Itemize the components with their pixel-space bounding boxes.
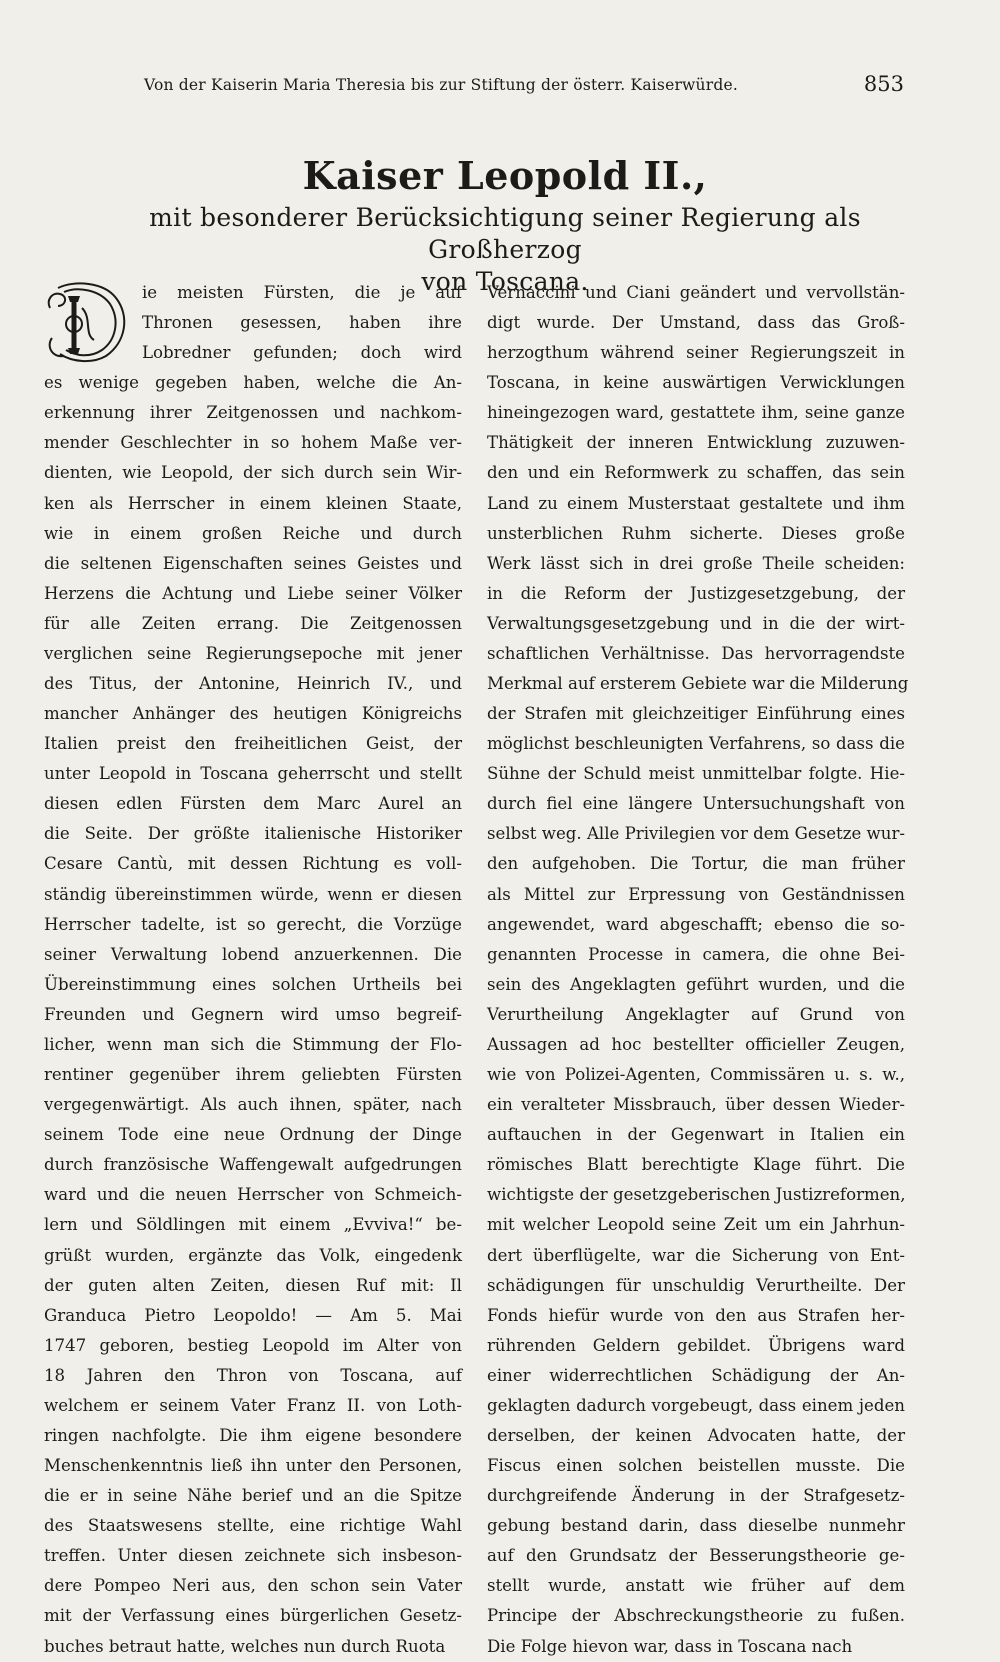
text-line: ward und die neuen Herrscher von Schmeich- [44,1185,462,1205]
text-line: auf den Grundsatz der Besserungstheorie ge- [487,1546,905,1566]
text-line: diesen edlen Fürsten dem Marc Aurel an [44,794,462,814]
text-line: Herzens die Achtung und Liebe seiner Völker [44,583,462,603]
text-line: lern und Söldlingen mit einem „Evviva!“ be- [44,1215,462,1235]
page-number: 853 [863,72,904,96]
text-line: erkennung ihrer Zeitgenossen und nachkom- [44,403,462,423]
text-line: Vernaccini und Ciani geändert und vervollstän- [487,283,905,302]
text-line: durchgreifende Änderung in der Strafgesetz- [487,1486,905,1506]
text-line: gebung bestand darin, dass dieselbe nunmehr [487,1516,905,1536]
text-line: Fiscus einen solchen beistellen musste. Die [487,1456,905,1476]
text-line: Thätigkeit der inneren Entwicklung zuzuwen- [487,433,905,453]
text-line: licher, wenn man sich die Stimmung der Flo- [44,1034,462,1054]
text-line: Cesare Cantù, mit dessen Richtung es voll- [44,854,462,874]
text-line: derselben, der keinen Advocaten hatte, der [487,1425,905,1445]
text-line: die er in seine Nähe berief und an die Spitze [44,1486,462,1506]
text-line: unter Leopold in Toscana geherrscht und stellt [44,764,462,784]
text-line: dere Pompeo Neri aus, den schon sein Vater [44,1576,462,1596]
text-line: einer widerrechtlichen Schädigung der An- [487,1365,905,1385]
text-line: seinem Tode eine neue Ordnung der Dinge [44,1125,462,1145]
text-line: durch französische Waffengewalt aufgedrungen [44,1155,462,1175]
text-line: mit der Verfassung eines bürgerlichen Gesetz- [44,1606,462,1626]
text-line: Menschenkenntnis ließ ihn unter den Personen, [44,1456,462,1476]
article-subtitle-line-2: von Toscana. [421,267,589,296]
text-line: die seltenen Eigenschaften seines Geistes und [44,553,462,573]
text-line: wie in einem großen Reiche und durch [44,523,462,543]
text-line: möglichst beschleunigten Verfahrens, so dass die [487,734,905,754]
text-line: Land zu einem Musterstaat gestaltete und ihm [487,493,905,513]
text-line: selbst weg. Alle Privilegien vor dem Gesetze wur- [487,824,905,844]
text-line: digt wurde. Der Umstand, dass das Groß- [487,313,905,333]
text-line: wichtigste der gesetzgeberischen Justizreformen, [487,1185,906,1205]
text-line: durch fiel eine längere Untersuchungshaft von [487,794,905,814]
text-line: hineingezogen ward, gestattete ihm, seine ganze [487,403,905,423]
text-line: auftauchen in der Gegenwart in Italien ein [487,1125,905,1145]
text-line: 1747 geboren, bestieg Leopold im Alter von [44,1335,462,1355]
text-line: Aussagen ad hoc bestellter officieller Zeugen, [487,1034,905,1054]
title-block [100,150,910,298]
text-line: ständig übereinstimmen würde, wenn er diesen [44,884,462,904]
text-line: den aufgehoben. Die Tortur, die man früher [487,854,905,874]
text-line: sein des Angeklagten geführt wurden, und die [487,974,905,994]
text-line: Fonds hiefür wurde von den aus Strafen her- [487,1305,905,1325]
text-line: geklagten dadurch vorgebeugt, dass einem jeden [487,1395,905,1415]
text-line: Verwaltungsgesetzgebung und in die der wirt- [487,613,905,633]
right-column [487,278,909,1656]
text-line: rührenden Geldern gebildet. Übrigens ward [487,1335,905,1355]
text-line: wie von Polizei-Agenten, Commissären u. s. w., [487,1065,905,1085]
text-line: ringen nachfolgte. Die ihm eigene besondere [44,1425,462,1445]
text-line: buches betraut hatte, welches nun durch Ruota [44,1636,446,1656]
text-line: ken als Herrscher in einem kleinen Staate, [44,493,462,513]
text-line: angewendet, ward abgeschafft; ebenso die so- [487,914,905,934]
text-line: römisches Blatt berechtigte Klage führt. Die [487,1155,905,1175]
text-line: Toscana, in keine auswärtigen Verwicklungen [487,373,905,393]
text-line: verglichen seine Regierungsepoche mit jener [44,643,462,663]
left-column [44,278,462,1656]
text-line: Lobredner gefunden; doch wird [142,343,462,363]
article-title: Kaiser Leopold II., [302,153,708,198]
text-line: Die Folge hievon war, dass in Toscana nach [487,1636,853,1656]
text-line: Verurtheilung Angeklagter auf Grund von [487,1004,905,1024]
text-line: unsterblichen Ruhm sicherte. Dieses große [487,523,905,543]
text-line: ein veralteter Missbrauch, über dessen Wieder- [487,1095,905,1115]
text-line: dienten, wie Leopold, der sich durch sein Wir- [44,463,462,483]
text-line: Principe der Abschreckungstheorie zu fußen. [487,1606,905,1626]
text-line: rentiner gegenüber ihrem geliebten Fürsten [44,1065,462,1085]
text-line: als Mittel zur Erpressung von Geständnissen [487,884,905,904]
text-line: den und ein Reformwerk zu schaffen, das sein [487,463,905,483]
text-line: dert überflügelte, war die Sicherung von Ent- [487,1245,905,1265]
text-line: 18 Jahren den Thron von Toscana, auf [44,1365,462,1385]
text-line: Granduca Pietro Leopoldo! — Am 5. Mai [44,1305,462,1325]
text-line: ie meisten Fürsten, die je auf [142,283,462,302]
text-line: seiner Verwaltung lobend anzuerkennen. Die [44,944,462,964]
text-line: Merkmal auf ersterem Gebiete war die Milderung [487,674,909,694]
text-line: vergegenwärtigt. Als auch ihnen, später, nach [44,1095,462,1115]
text-line: mit welcher Leopold seine Zeit um ein Jahrhun- [487,1215,905,1235]
text-line: des Titus, der Antonine, Heinrich IV., und [44,674,462,694]
text-line: Italien preist den freiheitlichen Geist, der [44,734,462,754]
text-line: Freunden und Gegnern wird umso begreif- [44,1004,462,1024]
running-title: Von der Kaiserin Maria Theresia bis zur Stiftung der österr. Kaiserwürde. [144,76,738,94]
text-line: mender Geschlechter in so hohem Maße ver- [44,433,462,453]
text-line: mancher Anhänger des heutigen Königreichs [44,704,462,724]
text-line: in die Reform der Justizgesetzgebung, der [487,583,905,603]
article-subtitle-line-1: mit besonderer Berücksichtigung seiner Regierung als Großherzog [149,203,861,264]
text-line: für alle Zeiten errang. Die Zeitgenossen [44,613,462,633]
text-line: Thronen gesessen, haben ihre [142,313,462,333]
text-line: die Seite. Der größte italienische Historiker [44,824,462,844]
running-head [100,72,910,106]
text-line: der guten alten Zeiten, diesen Ruf mit: Il [44,1275,462,1295]
text-line: Werk lässt sich in drei große Theile scheiden: [487,553,905,573]
text-line: grüßt wurden, ergänzte das Volk, eingedenk [44,1245,462,1265]
text-line: Übereinstimmung eines solchen Urtheils bei [44,974,462,994]
text-line: herzogthum während seiner Regierungszeit in [487,343,905,363]
text-line: schaftlichen Verhältnisse. Das hervorragendste [487,643,905,663]
text-line: Herrscher tadelte, ist so gerecht, die Vorzüge [44,914,462,934]
text-line: des Staatswesens stellte, eine richtige Wahl [44,1516,462,1536]
text-line: stellt wurde, anstatt wie früher auf dem [487,1576,905,1596]
text-line: Sühne der Schuld meist unmittelbar folgte. Hie- [487,764,905,784]
text-line: schädigungen für unschuldig Verurtheilte. Der [487,1275,905,1295]
text-line: welchem er seinem Vater Franz II. von Loth- [44,1395,462,1415]
text-line: der Strafen mit gleichzeitiger Einführung eines [487,704,905,724]
text-line: treffen. Unter diesen zeichnete sich insbeson- [44,1546,462,1566]
text-line: genannten Processe in camera, die ohne Bei- [487,944,905,964]
text-line: es wenige gegeben haben, welche die An- [44,373,462,393]
